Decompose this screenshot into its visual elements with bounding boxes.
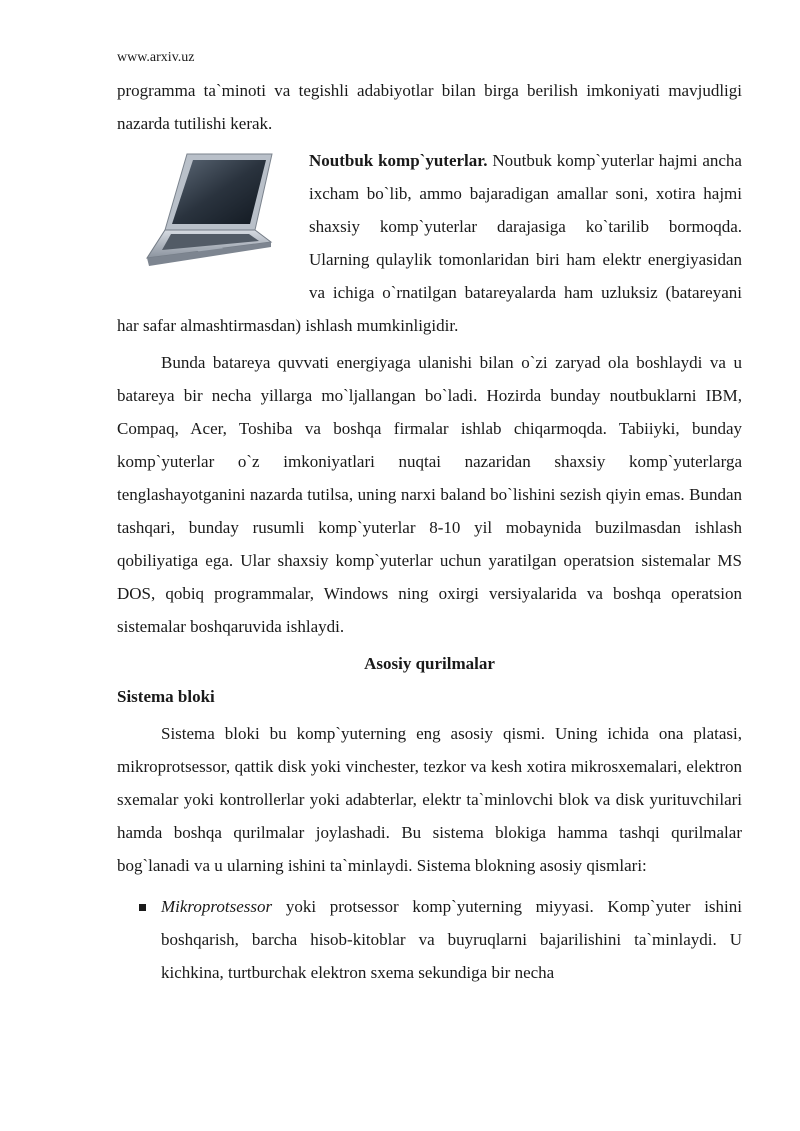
site-header: www.arxiv.uz xyxy=(117,50,195,65)
heading-asosiy-qurilmalar: Asosiy qurilmalar xyxy=(364,654,495,673)
document-body xyxy=(117,74,742,989)
notebook-section xyxy=(117,144,742,342)
notebook-title: Noutbuk komp`yuterlar. xyxy=(309,151,488,170)
parts-list xyxy=(117,890,742,989)
paragraph-intro: programma ta`minoti va tegishli adabiyotlar bilan birga berilish imkoniyati mavjudligi nazarda tutilishi kerak. xyxy=(117,81,742,133)
paragraph-battery: Bunda batareya quvvati energiyaga ulanishi bilan o`zi zaryad ola boshlaydi va u batareya bir necha yillarga mo`ljallangan bo`ladi. Hozirda bunday noutbuklarni IBM, Compaq, Acer, Toshiba va boshqa firmalar ishlab chiqarmoqda. Tabiiyki, bunday komp`yuterlar o`z imkoniyatlari nuqtai nazaridan shaxsiy komp`yuterlarga tenglashayotganini nazarda tutilsa, uning narxi baland bo`lishini sezish qiyin emas. Bundan tashqari, bunday rusumli komp`yuterlar 8-10 yil mobaynida buzilmasdan ishlash qobiliyatiga ega. Ular shaxsiy komp`yuterlar uchun yaratilgan operatsion sistemalar MS DOS, qobiq programmalar, Windows ning oxirgi versiyalarida va boshqa operatsion sistemalar boshqaruvida ishlaydi. xyxy=(117,353,742,636)
list-item xyxy=(117,890,742,989)
notebook-text: Noutbuk komp`yuterlar hajmi ancha ixcham bo`lib, ammo bajaradigan amallar soni, xotira hajmi shaxsiy komp`yuterlar darajasiga ko`tarilib bormoqda. Ularning qulaylik tomonlaridan biri ham elektr energiyasidan va ichiga o`rnatilgan batareyalarda ham uzluksiz (batareyani har safar almashtirmasdan) ishlash mumkinligidir. xyxy=(117,151,742,335)
laptop-image xyxy=(117,150,295,280)
bullet-text: yoki protsessor komp`yuterning miyyasi. Komp`yuter ishini boshqarish, barcha hisob-kitoblar va buyruqlarni bajarilishini ta`minlaydi. U kichkina, turtburchak elektron sxema sekundiga bir necha xyxy=(161,897,742,982)
laptop-icon xyxy=(135,150,280,272)
paragraph-sistema-bloki: Sistema bloki bu komp`yuterning eng asosiy qismi. Uning ichida ona platasi, mikroprotsessor, qattik disk yoki vinchester, tezkor va kesh xotira mikrosxemalari, elektron sxemalar yoki kontrollerlar yoki adabterlar, elektr ta`minlovchi blok va disk yurituvchilari hamda boshqa qurilmalar joylashadi. Bu sistema blokiga hamma tashqi qurilmalar bog`lanadi va u ularning ishini ta`minlaydi. Sistema blokning asosiy qismlari: xyxy=(117,724,742,875)
bullet-term: Mikroprotsessor xyxy=(161,897,273,916)
square-bullet-icon xyxy=(139,904,146,911)
heading-sistema-bloki: Sistema bloki xyxy=(117,687,215,706)
